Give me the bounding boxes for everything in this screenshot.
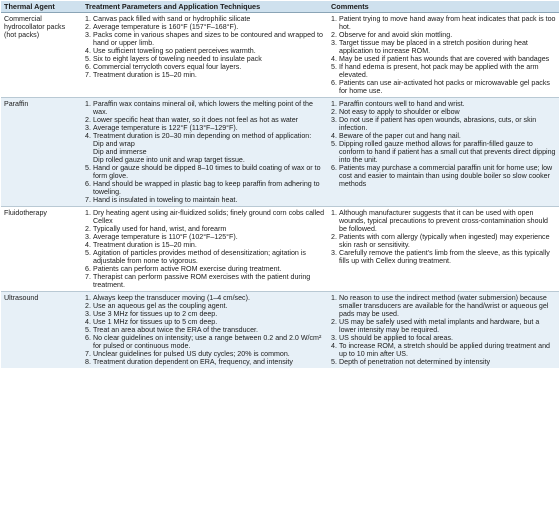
item-text: Carefully remove the patient’s limb from the sleeve, as this typically fills up with Cellex during treatment. [339,249,550,265]
thermal-agent-cell: Commercial hydrocollator packs (hot packs) [4,15,66,39]
item-text: Therapist can perform passive ROM exercises with the patient during treatment. [93,273,311,289]
item-subline: Dip rolled gauze into unit and wrap target tissue. [93,156,245,164]
item-number: 5. [85,326,91,334]
treatment-parameters-cell-list [85,209,325,289]
item-text: Depth of penetration not determined by intensity [339,358,491,366]
item-number: 2. [85,116,91,124]
item-text: Packs come in various shapes and sizes to be contoured and wrapped to hand or upper limb. [93,31,323,47]
item-subline: Dip and wrap [93,140,135,148]
parameter-item [85,225,325,233]
item-text: Agitation of particles provides method of desensitization; agitation is adjustable from none to vigorous. [93,249,306,265]
comment-item [331,318,556,334]
parameter-item [85,241,325,249]
header-thermal-agent: Thermal Agent [1,1,82,13]
treatment-parameters-cell [82,13,328,98]
comment-item [331,334,556,342]
header-treatment-parameters: Treatment Parameters and Application Techniques [82,1,328,13]
comment-item [331,233,556,249]
parameter-item [85,100,325,116]
comment-item [331,15,556,31]
item-number: 2. [331,108,337,116]
table-header [1,1,559,13]
parameter-item [85,31,325,47]
item-number: 3. [85,310,91,318]
comments-cell-list [331,15,556,95]
thermal-agent-cell: Ultrasound [1,292,82,369]
comment-item [331,100,556,108]
parameter-item [85,310,325,318]
item-text: Patients can use air-activated hot packs or microwavable gel packs for home use. [339,79,550,95]
item-text: Dry heating agent using air-fluidized solids; finely ground corn cobs called Cellex [93,209,325,225]
item-text: Beware of the paper cut and hang nail. [339,132,461,140]
item-text: Unclear guidelines for pulsed US duty cycles; 20% is common. [93,350,290,358]
item-text: Paraffin contours well to hand and wrist. [339,100,465,108]
table-row [1,98,559,207]
item-text: Patients can perform active ROM exercise during treatment. [93,265,282,273]
comment-item [331,63,556,79]
comments-cell [328,292,559,369]
item-text: Use an aqueous gel as the coupling agent. [93,302,228,310]
table-row [1,13,559,98]
item-text: Patients with corn allergy (typically when ingested) may experience skin rash or sensitivity. [339,233,550,249]
item-text: Not easy to apply to shoulder or elbow [339,108,460,116]
comment-item [331,249,556,265]
item-number: 4. [85,47,91,55]
item-text: Use sufficient toweling so patient perceives warmth. [93,47,256,55]
comment-item [331,108,556,116]
item-number: 4. [85,241,91,249]
item-number: 1. [85,294,91,302]
parameter-item [85,249,325,265]
comment-item [331,55,556,63]
parameter-item [85,124,325,132]
parameter-item [85,334,325,350]
comments-cell-list [331,209,556,265]
item-text: Canvas pack filled with sand or hydrophilic silicate [93,15,251,23]
item-number: 5. [85,164,91,172]
item-number: 6. [85,63,91,71]
item-text: Commercial terrycloth covers equal four layers. [93,63,242,71]
comment-item [331,164,556,188]
parameter-item [85,318,325,326]
item-number: 4. [331,132,337,140]
item-subline: Dip and immerse [93,148,147,156]
parameter-item [85,116,325,124]
comments-cell-list [331,100,556,188]
item-number: 4. [85,318,91,326]
parameter-item [85,164,325,180]
item-text: To increase ROM, a stretch should be applied during treatment and up to 10 min after US. [339,342,550,358]
thermal-agent-cell: Paraffin [1,98,82,207]
item-text: US may be safely used with metal implants and hardware, but a lower intensity may be required. [339,318,540,334]
treatment-parameters-cell-list [85,100,325,204]
item-text: Treatment duration is 15–20 min. [93,241,197,249]
item-text: Hand or gauze should be dipped 8–10 times to build coating of wax or to form glove. [93,164,321,180]
item-text: Hand is insulated in toweling to maintain heat. [93,196,238,204]
comment-item [331,342,556,358]
item-number: 7. [85,350,91,358]
header-comments: Comments [328,1,559,13]
item-text: Average temperature is 122°F (113°F–129°F). [93,124,238,132]
treatment-parameters-cell-list [85,15,325,79]
item-text: Always keep the transducer moving (1–4 cm/sec). [93,294,250,302]
item-number: 5. [85,55,91,63]
item-text: No reason to use the indirect method (water submersion) because smaller transducers are available for the hand/wrist or aqueous gel pads may be used. [339,294,549,318]
item-text: Lower specific heat than water, so it does not feel as hot as water [93,116,299,124]
item-text: Treat an area about twice the ERA of the transducer. [93,326,258,334]
header-row [1,1,559,13]
treatment-parameters-cell [82,98,328,207]
item-number: 4. [331,342,337,350]
item-number: 6. [85,180,91,188]
item-text: Hand should be wrapped in plastic bag to keep paraffin from adhering to toweling. [93,180,320,196]
treatment-parameters-cell [82,207,328,292]
parameter-item [85,326,325,334]
item-number: 3. [85,31,91,39]
item-number: 3. [331,334,337,342]
item-text: Do not use if patient has open wounds, abrasions, cuts, or skin infection. [339,116,537,132]
parameter-item [85,180,325,196]
comment-item [331,39,556,55]
table-row [1,207,559,292]
item-number: 2. [85,225,91,233]
item-text: If hand edema is present, hot pack may be applied with the arm elevated. [339,63,539,79]
item-number: 3. [331,116,337,124]
item-number: 1. [331,294,337,302]
item-text: Although manufacturer suggests that it can be used with open wounds, typical precautions to prevent cross-contamination should be followed. [339,209,548,233]
item-number: 1. [331,100,337,108]
parameter-item [85,23,325,31]
parameter-item [85,209,325,225]
item-text: Patient trying to move hand away from heat indicates that pack is too hot. [339,15,556,31]
item-text: Average temperature is 110°F (102°F–125°F). [93,233,238,241]
item-number: 7. [85,71,91,79]
item-text: Dipping rolled gauze method allows for paraffin-filled gauze to conform to hand if patient has a small cut that prevents direct dipping into the unit. [339,140,556,164]
item-number: 1. [85,100,91,108]
comment-item [331,31,556,39]
parameter-item [85,265,325,273]
parameter-item [85,273,325,289]
item-number: 5. [331,63,337,71]
parameter-item [85,55,325,63]
item-number: 4. [85,132,91,140]
item-number: 2. [331,233,337,241]
parameter-item [85,302,325,310]
item-number: 1. [85,15,91,23]
comment-item [331,132,556,140]
item-number: 5. [331,140,337,148]
parameter-item [85,350,325,358]
item-number: 2. [331,318,337,326]
item-text: Observe for and avoid skin mottling. [339,31,453,39]
item-number: 3. [331,39,337,47]
comment-item [331,294,556,318]
item-number: 8. [85,358,91,366]
item-number: 1. [85,209,91,217]
item-text: Treatment duration is 15–20 min. [93,71,197,79]
item-text: US should be applied to focal areas. [339,334,453,342]
item-number: 2. [85,302,91,310]
item-text: Typically used for hand, wrist, and forearm [93,225,227,233]
item-text: May be used if patient has wounds that are covered with bandages [339,55,550,63]
item-text: Use 3 MHz for tissues up to 2 cm deep. [93,310,218,318]
parameter-item [85,63,325,71]
item-number: 1. [331,209,337,217]
table-row [1,292,559,369]
item-number: 5. [85,249,91,257]
parameter-item [85,196,325,204]
parameter-item [85,47,325,55]
item-number: 3. [331,249,337,257]
item-number: 7. [85,196,91,204]
item-number: 6. [85,265,91,273]
comments-cell-list [331,294,556,366]
item-number: 2. [331,31,337,39]
comments-cell [328,13,559,98]
table-body [1,13,559,369]
treatment-parameters-cell-list [85,294,325,366]
comments-cell [328,207,559,292]
item-text: Average temperature is 160°F (157°F–168°F). [93,23,239,31]
thermal-agent-cell: Fluidotherapy [1,207,82,292]
item-text: No clear guidelines on intensity; use a range between 0.2 and 2.0 W/cm² for pulsed or continuous mode. [93,334,322,350]
comment-item [331,209,556,233]
item-number: 3. [85,233,91,241]
parameter-item [85,132,325,164]
item-text: Paraffin wax contains mineral oil, which lowers the melting point of the wax. [93,100,313,116]
parameter-item [85,358,325,366]
item-number: 3. [85,124,91,132]
treatment-parameters-cell [82,292,328,369]
item-number: 1. [331,15,337,23]
parameter-item [85,15,325,23]
thermal-agents-table [1,1,559,368]
item-text: Patients may purchase a commercial paraffin unit for home use; low cost and easier to maintain than using double boiler so slow cooker methods [339,164,553,188]
item-number: 6. [85,334,91,342]
comment-item [331,116,556,132]
comment-item [331,79,556,95]
item-number: 2. [85,23,91,31]
item-text: Treatment duration is 20–30 min depending on method of application: [93,132,312,140]
item-number: 7. [85,273,91,281]
parameter-item [85,294,325,302]
comments-cell [328,98,559,207]
parameter-item [85,71,325,79]
item-text: Use 1 MHz for tissues up to 5 cm deep. [93,318,218,326]
item-number: 6. [331,79,337,87]
item-text: Target tissue may be placed in a stretch position during heat application to increase ROM. [339,39,528,55]
comment-item [331,358,556,366]
item-text: Treatment duration dependent on ERA, frequency, and intensity [93,358,293,366]
item-number: 4. [331,55,337,63]
comment-item [331,140,556,164]
item-text: Six to eight layers of toweling needed to insulate pack [93,55,262,63]
item-number: 5. [331,358,337,366]
item-number: 6. [331,164,337,172]
parameter-item [85,233,325,241]
